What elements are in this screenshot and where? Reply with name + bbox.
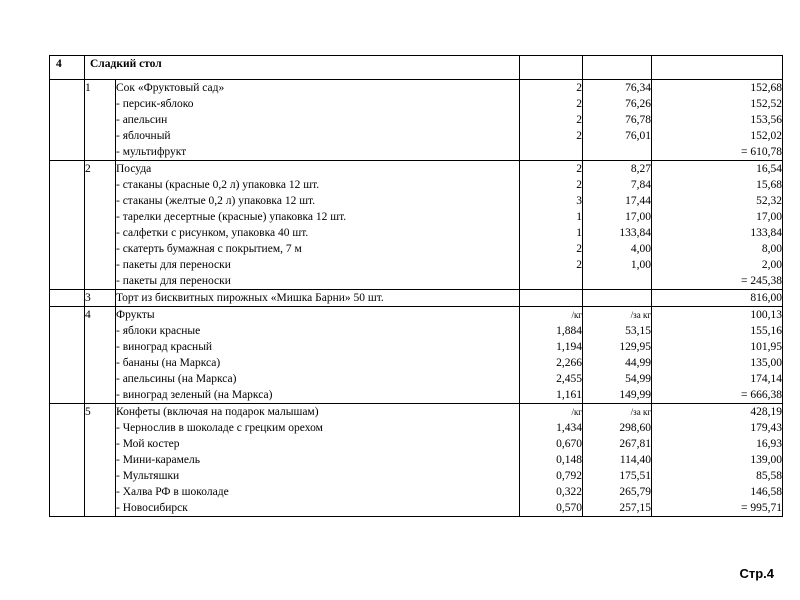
item-price: 175,51 bbox=[619, 470, 652, 482]
item-total: 152,52 bbox=[750, 98, 783, 110]
item-price: 76,34 bbox=[625, 82, 652, 94]
item-name: - бананы (на Маркса) bbox=[116, 357, 221, 369]
item-total: 816,00 bbox=[750, 292, 783, 304]
item-total: 146,58 bbox=[750, 486, 783, 498]
item-price: /за кг bbox=[630, 407, 652, 417]
section-number: 4 bbox=[50, 56, 85, 80]
item-total: 174,14 bbox=[750, 373, 783, 385]
item-price: 267,81 bbox=[619, 438, 652, 450]
item-name: - яблоки красные bbox=[116, 325, 201, 337]
item-name: - виноград зеленый (на Маркса) bbox=[116, 389, 273, 401]
item-total: 428,19 bbox=[750, 406, 783, 418]
item-name: - яблочный bbox=[116, 130, 171, 142]
group-index: 5 bbox=[85, 404, 116, 517]
item-total: 15,68 bbox=[756, 179, 783, 191]
item-quantity: 0,670 bbox=[556, 438, 583, 450]
item-price: 53,15 bbox=[625, 325, 652, 337]
item-total: 8,00 bbox=[761, 243, 783, 255]
item-price: 8,27 bbox=[630, 163, 652, 175]
item-quantity: 0,322 bbox=[556, 486, 583, 498]
budget-table bbox=[49, 55, 783, 517]
item-price: 1,00 bbox=[630, 259, 652, 271]
item-price: 129,95 bbox=[619, 341, 652, 353]
item-price: 76,01 bbox=[625, 130, 652, 142]
item-price bbox=[583, 290, 651, 306]
item-name: - Мой костер bbox=[116, 438, 180, 450]
item-quantity: 1,194 bbox=[556, 341, 583, 353]
section-indent-cell bbox=[50, 80, 85, 161]
item-quantity: 2 bbox=[576, 243, 583, 255]
section-indent-cell bbox=[50, 161, 85, 290]
item-quantity: 2 bbox=[576, 179, 583, 191]
item-quantity: 1 bbox=[576, 227, 583, 239]
item-name: - апельсин bbox=[116, 114, 168, 126]
item-total: 16,54 bbox=[756, 163, 783, 175]
item-name: - салфетки с рисунком, упаковка 40 шт. bbox=[116, 227, 309, 239]
item-quantity-column bbox=[520, 404, 583, 517]
item-total: 2,00 bbox=[761, 259, 783, 271]
page-number: Стр.4 bbox=[739, 566, 774, 581]
item-quantity: 1 bbox=[576, 211, 583, 223]
item-price-column bbox=[583, 80, 652, 161]
item-quantity: 2 bbox=[576, 82, 583, 94]
item-price: /за кг bbox=[630, 310, 652, 320]
item-name-column bbox=[116, 307, 520, 404]
item-quantity: 2 bbox=[576, 130, 583, 142]
item-name-column bbox=[116, 80, 520, 161]
item-total: 100,13 bbox=[750, 309, 783, 321]
item-total: 16,93 bbox=[756, 438, 783, 450]
item-total-column bbox=[652, 404, 783, 517]
group-index: 4 bbox=[85, 307, 116, 404]
item-total-column bbox=[652, 307, 783, 404]
item-name: - пакеты для переноски bbox=[116, 275, 231, 287]
section-title: Сладкий стол bbox=[85, 56, 520, 80]
item-price bbox=[583, 273, 651, 289]
item-quantity: 0,570 bbox=[556, 502, 583, 514]
item-quantity-column bbox=[520, 161, 583, 290]
item-price: 133,84 bbox=[619, 227, 652, 239]
item-total: 155,16 bbox=[750, 325, 783, 337]
group-index: 2 bbox=[85, 161, 116, 290]
item-quantity-column bbox=[520, 307, 583, 404]
item-quantity-column bbox=[520, 290, 583, 307]
item-quantity: 0,792 bbox=[556, 470, 583, 482]
item-price: 4,00 bbox=[630, 243, 652, 255]
item-price: 17,44 bbox=[625, 195, 652, 207]
item-total: = 995,71 bbox=[741, 502, 783, 514]
section-header-row bbox=[50, 56, 783, 80]
item-quantity: /кг bbox=[571, 310, 583, 320]
item-price: 44,99 bbox=[625, 357, 652, 369]
item-group-row bbox=[50, 80, 783, 161]
item-name-column bbox=[116, 161, 520, 290]
item-group-row bbox=[50, 404, 783, 517]
item-quantity bbox=[520, 290, 582, 306]
header-empty-cell bbox=[652, 56, 783, 80]
item-quantity: 0,148 bbox=[556, 454, 583, 466]
item-name: - апельсины (на Маркса) bbox=[116, 373, 237, 385]
item-total: 139,00 bbox=[750, 454, 783, 466]
item-quantity: 2 bbox=[576, 114, 583, 126]
item-total: 152,68 bbox=[750, 82, 783, 94]
item-total: 179,43 bbox=[750, 422, 783, 434]
group-index: 1 bbox=[85, 80, 116, 161]
section-indent-cell bbox=[50, 307, 85, 404]
document-sheet bbox=[49, 55, 782, 517]
item-name: - Чернослив в шоколаде с грецким орехом bbox=[116, 422, 323, 434]
item-quantity bbox=[520, 273, 582, 289]
item-price-column bbox=[583, 161, 652, 290]
item-name: - Новосибирск bbox=[116, 502, 188, 514]
item-total-column bbox=[652, 161, 783, 290]
item-total: = 245,38 bbox=[741, 275, 783, 287]
item-total: 101,95 bbox=[750, 341, 783, 353]
item-price: 17,00 bbox=[625, 211, 652, 223]
item-quantity: 1,434 bbox=[556, 422, 583, 434]
item-total: 133,84 bbox=[750, 227, 783, 239]
item-name: - виноград красный bbox=[116, 341, 213, 353]
item-group-row bbox=[50, 290, 783, 307]
item-price-column bbox=[583, 290, 652, 307]
item-price: 298,60 bbox=[619, 422, 652, 434]
section-indent-cell bbox=[50, 290, 85, 307]
item-name: - скатерть бумажная с покрытием, 7 м bbox=[116, 243, 302, 255]
item-name: Сок «Фруктовый сад» bbox=[116, 82, 225, 94]
item-price: 76,78 bbox=[625, 114, 652, 126]
item-name: Конфеты (включая на подарок малышам) bbox=[116, 406, 319, 418]
item-name: - стаканы (красные 0,2 л) упаковка 12 шт. bbox=[116, 179, 320, 191]
item-quantity: 2 bbox=[576, 98, 583, 110]
item-name-column bbox=[116, 290, 520, 307]
item-name: Фрукты bbox=[116, 309, 155, 321]
item-price-column bbox=[583, 307, 652, 404]
item-name: - тарелки десертные (красные) упаковка 12 шт. bbox=[116, 211, 347, 223]
item-name: - пакеты для переноски bbox=[116, 259, 231, 271]
item-total: 135,00 bbox=[750, 357, 783, 369]
header-empty-cell bbox=[583, 56, 652, 80]
item-price: 257,15 bbox=[619, 502, 652, 514]
item-total: = 610,78 bbox=[741, 146, 783, 158]
item-price: 149,99 bbox=[619, 389, 652, 401]
item-total: 153,56 bbox=[750, 114, 783, 126]
item-name: - мультифрукт bbox=[116, 146, 187, 158]
item-name: - Мультяшки bbox=[116, 470, 180, 482]
item-total: 17,00 bbox=[756, 211, 783, 223]
item-price bbox=[583, 144, 651, 160]
item-quantity: 2 bbox=[576, 163, 583, 175]
item-price-column bbox=[583, 404, 652, 517]
item-name: Посуда bbox=[116, 163, 152, 175]
item-name: Торт из бисквитных пирожных «Мишка Барни» 50 шт. bbox=[116, 292, 384, 304]
item-total: 152,02 bbox=[750, 130, 783, 142]
item-quantity: 2 bbox=[576, 259, 583, 271]
item-quantity: 1,884 bbox=[556, 325, 583, 337]
item-price: 7,84 bbox=[630, 179, 652, 191]
section-indent-cell bbox=[50, 404, 85, 517]
item-quantity bbox=[520, 144, 582, 160]
item-group-row bbox=[50, 161, 783, 290]
item-price: 114,40 bbox=[619, 454, 652, 466]
item-name: - персик-яблоко bbox=[116, 98, 194, 110]
group-index: 3 bbox=[85, 290, 116, 307]
item-quantity: 2,455 bbox=[556, 373, 583, 385]
item-total: 85,58 bbox=[756, 470, 783, 482]
item-price: 265,79 bbox=[619, 486, 652, 498]
item-name: - Халва РФ в шоколаде bbox=[116, 486, 229, 498]
item-quantity: 3 bbox=[576, 195, 583, 207]
item-price: 76,26 bbox=[625, 98, 652, 110]
item-total: = 666,38 bbox=[741, 389, 783, 401]
header-empty-cell bbox=[520, 56, 583, 80]
item-quantity: 2,266 bbox=[556, 357, 583, 369]
item-name: - стаканы (желтые 0,2 л) упаковка 12 шт. bbox=[116, 195, 316, 207]
item-total-column bbox=[652, 290, 783, 307]
item-name: - Мини-карамель bbox=[116, 454, 200, 466]
item-quantity-column bbox=[520, 80, 583, 161]
item-quantity: 1,161 bbox=[556, 389, 583, 401]
item-quantity: /кг bbox=[571, 407, 583, 417]
item-total-column bbox=[652, 80, 783, 161]
item-group-row bbox=[50, 307, 783, 404]
item-total: 52,32 bbox=[756, 195, 783, 207]
item-name-column bbox=[116, 404, 520, 517]
item-price: 54,99 bbox=[625, 373, 652, 385]
